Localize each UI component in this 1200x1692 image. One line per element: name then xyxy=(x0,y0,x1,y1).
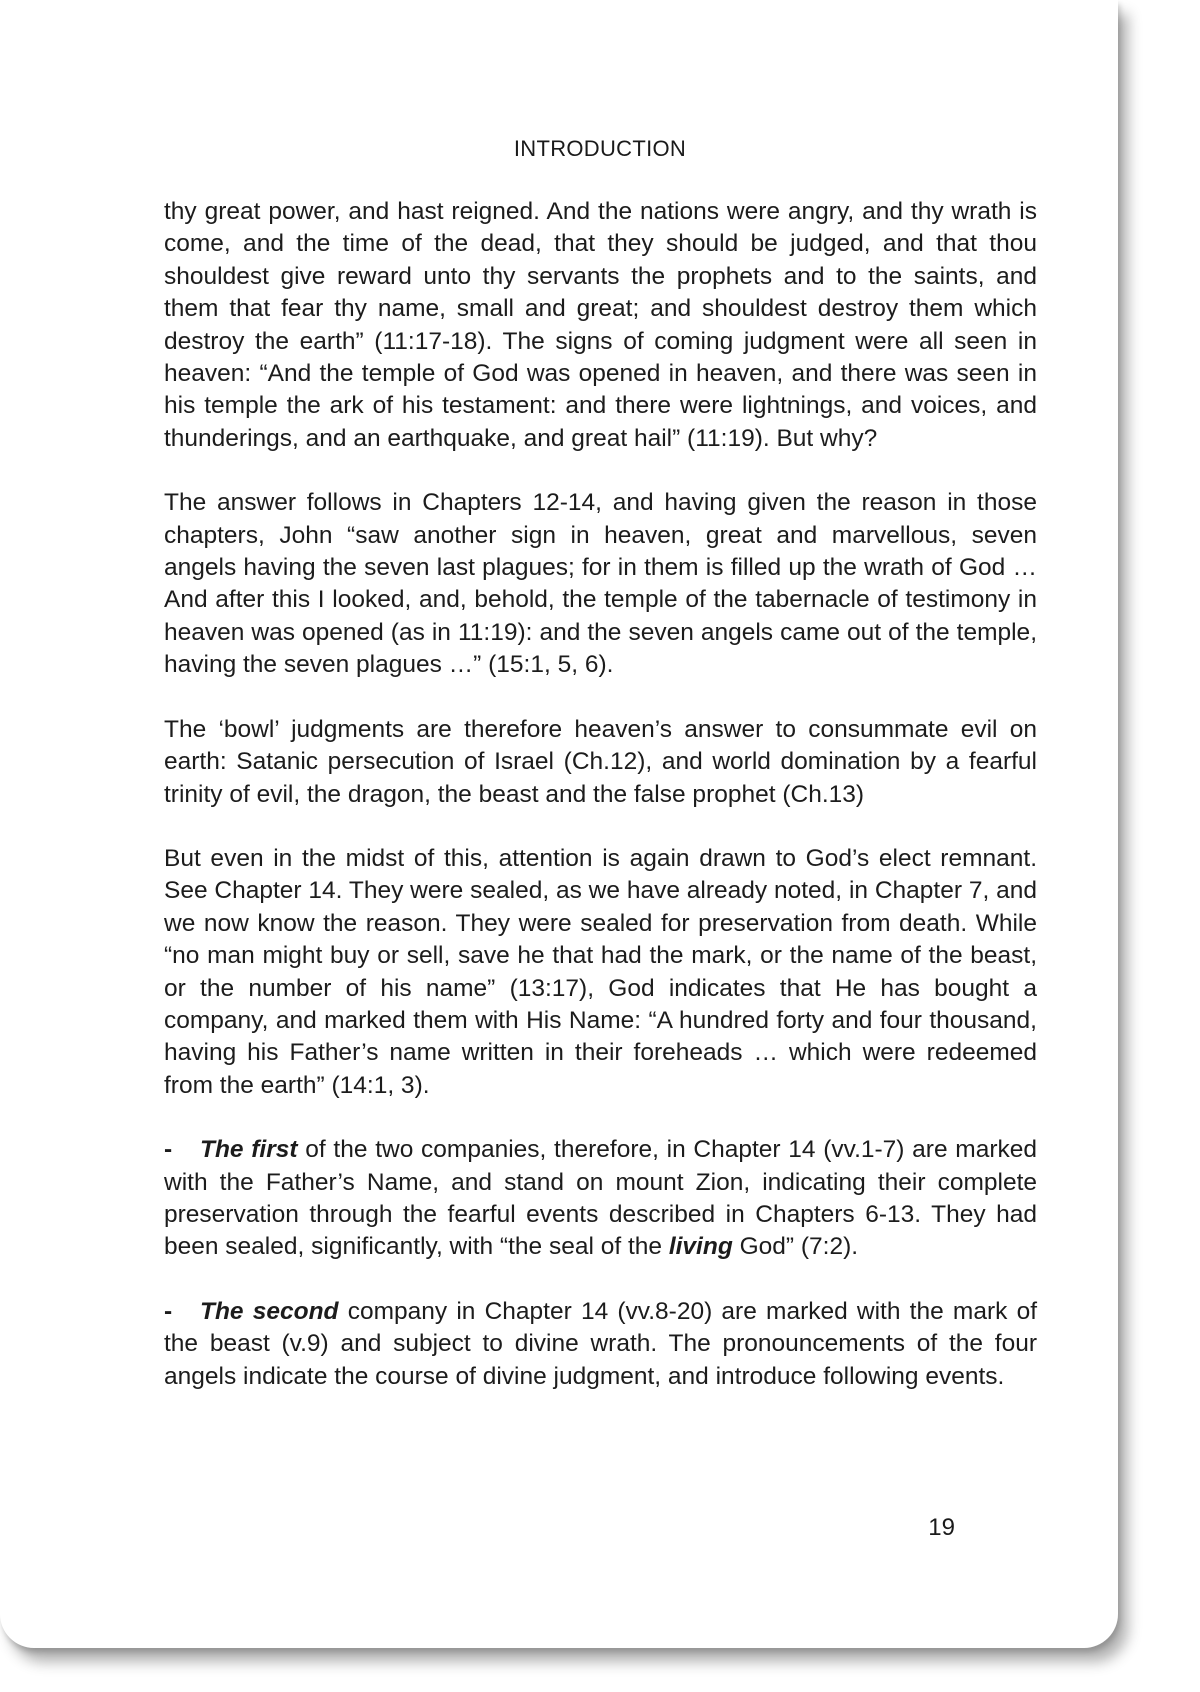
paragraph-4: But even in the midst of this, attention is again drawn to God’s elect remnant. See Chapter 14. They were sealed, as we have already noted, in Chapter 7, and we now know the reason. They were sealed for preservation from death. While “no man might buy or sell, save he that had the mark, or the name of the beast, or the number of his name” (13:17), God indicates that He has bought a company, and marked them with His Name: “A hundred forty and four thousand, having his Father’s name written in their foreheads … which were redeemed from the earth” (14:1, 3). xyxy=(164,844,1037,1099)
second-company-paragraph xyxy=(164,1296,1037,1393)
paragraph-3: The ‘bowl’ judgments are therefore heaven’s answer to consummate evil on earth: Satanic persecution of Israel (Ch.12), and world domination by a fearful trinity of evil, the dragon, the beast and the false prophet (Ch.13) xyxy=(164,715,1037,808)
running-header: INTRODUCTION xyxy=(513,136,687,161)
living-emphasis: living xyxy=(668,1233,733,1261)
first-company-text-end: God” (7:2). xyxy=(732,1233,859,1261)
first-company-paragraph xyxy=(164,1134,1037,1264)
list-dash: - xyxy=(164,1136,173,1164)
page-number: 19 xyxy=(928,1514,955,1541)
first-company-lead: The first xyxy=(200,1136,298,1164)
first-company-text: of the two companies, therefore, in Chapter 14 (vv.1-7) are marked with the Father’s Name, and stand on mount Zion, indicating their complete preservation through the fearful events described in Chapters 6-13. They had been sealed, significantly, with “the seal of the xyxy=(164,1136,1037,1261)
paragraph-2: The answer follows in Chapters 12-14, and having given the reason in those chapters, John “saw another sign in heaven, great and marvellous, seven angels having the seven last plagues; for in them is filled up the wrath of God … And after this I looked, and, behold, the temple of the tabernacle of testimony in heaven was opened (as in 11:19): and the seven angels came out of the temple, having the seven plagues …” (15:1, 5, 6). xyxy=(164,489,1037,679)
paragraph-1: thy great power, and hast reigned. And the nations were angry, and thy wrath is come, and the time of the dead, that they should be judged, and that thou shouldest give reward unto thy servants the prophets and to the saints, and them that fear thy name, small and great; and shouldest destroy them which destroy the earth” (11:17-18). The signs of coming judgment were all seen in heaven: “And the temple of God was opened in heaven, and there was seen in his temple the ark of his testament: and there were lightnings, and voices, and thunderings, and an earthquake, and great hail” (11:19). But why? xyxy=(164,198,1037,452)
second-company-text: company in Chapter 14 (vv.8-20) are marked with the mark of the beast (v.9) and subject to divine wrath. The pronouncements of the four angels indicate the course of divine judgment, and introduce following events. xyxy=(164,1297,1038,1390)
page-body xyxy=(164,196,1037,1425)
list-dash: - xyxy=(164,1297,173,1325)
second-company-lead: The second xyxy=(200,1297,339,1325)
